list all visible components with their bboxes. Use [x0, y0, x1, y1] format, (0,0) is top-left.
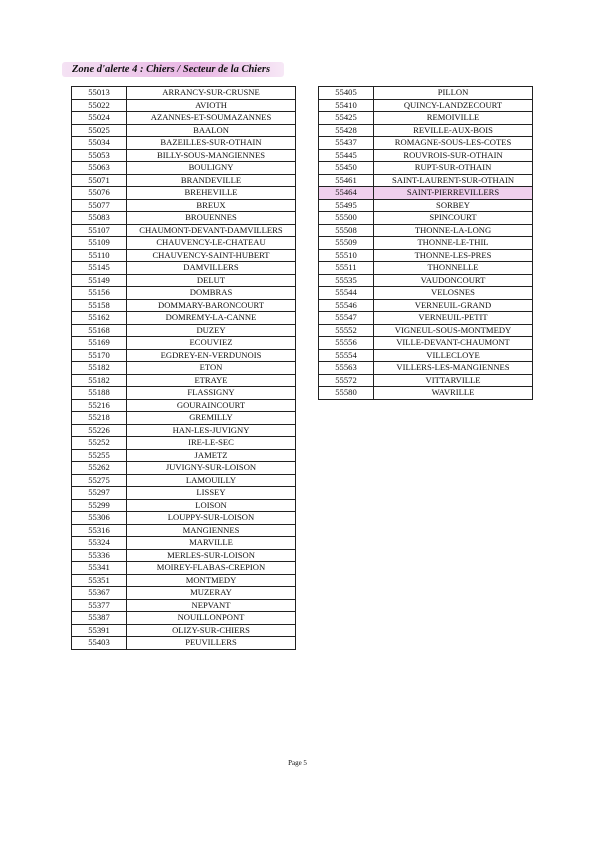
commune-name: MUZERAY — [127, 587, 296, 600]
commune-name: THONNELLE — [374, 262, 533, 275]
commune-code: 55461 — [319, 174, 374, 187]
table-row — [319, 349, 533, 362]
commune-code: 55076 — [72, 187, 127, 200]
commune-code: 55156 — [72, 287, 127, 300]
page-number: Page 5 — [288, 759, 307, 767]
commune-name: VILLERS-LES-MANGIENNES — [374, 362, 533, 375]
table-row — [72, 499, 296, 512]
commune-name: DAMVILLERS — [127, 262, 296, 275]
table-row — [319, 362, 533, 375]
table-row — [319, 337, 533, 350]
commune-code: 55218 — [72, 412, 127, 425]
commune-name: GOURAINCOURT — [127, 399, 296, 412]
table-row — [72, 412, 296, 425]
commune-name: MERLES-SUR-LOISON — [127, 549, 296, 562]
table-row — [72, 374, 296, 387]
commune-name: WAVRILLE — [374, 387, 533, 400]
table-row — [72, 299, 296, 312]
table-row — [319, 174, 533, 187]
commune-code: 55563 — [319, 362, 374, 375]
table-row — [72, 337, 296, 350]
commune-code: 55554 — [319, 349, 374, 362]
commune-name: DELUT — [127, 274, 296, 287]
commune-name: DUZEY — [127, 324, 296, 337]
commune-name: AVIOTH — [127, 99, 296, 112]
commune-name: SORBEY — [374, 199, 533, 212]
commune-code: 55297 — [72, 487, 127, 500]
commune-code: 55351 — [72, 574, 127, 587]
table-row — [319, 99, 533, 112]
table-row — [72, 324, 296, 337]
table-row — [72, 462, 296, 475]
commune-name: RUPT-SUR-OTHAIN — [374, 162, 533, 175]
commune-name: THONNE-LE-THIL — [374, 237, 533, 250]
commune-code: 55547 — [319, 312, 374, 325]
table-row — [72, 237, 296, 250]
commune-code: 55556 — [319, 337, 374, 350]
table-row — [72, 174, 296, 187]
commune-code: 55182 — [72, 374, 127, 387]
table-row — [319, 374, 533, 387]
commune-code: 55403 — [72, 637, 127, 650]
table-row — [72, 349, 296, 362]
commune-name: BREUX — [127, 199, 296, 212]
commune-name: SAINT-LAURENT-SUR-OTHAIN — [374, 174, 533, 187]
table-row — [319, 312, 533, 325]
commune-code: 55316 — [72, 524, 127, 537]
table-row — [72, 149, 296, 162]
table-row — [319, 287, 533, 300]
table-row — [72, 587, 296, 600]
table-row — [72, 637, 296, 650]
commune-name: VILLE-DEVANT-CHAUMONT — [374, 337, 533, 350]
commune-code: 55410 — [319, 99, 374, 112]
commune-name: LOISON — [127, 499, 296, 512]
commune-code: 55572 — [319, 374, 374, 387]
commune-name: ARRANCY-SUR-CRUSNE — [127, 87, 296, 100]
commune-name: NEPVANT — [127, 599, 296, 612]
commune-code: 55168 — [72, 324, 127, 337]
commune-code: 55149 — [72, 274, 127, 287]
table-row — [72, 524, 296, 537]
commune-code: 55025 — [72, 124, 127, 137]
table-row — [319, 112, 533, 125]
commune-name: CHAUMONT-DEVANT-DAMVILLERS — [127, 224, 296, 237]
commune-name: LAMOUILLY — [127, 474, 296, 487]
commune-code: 55275 — [72, 474, 127, 487]
commune-name: IRE-LE-SEC — [127, 437, 296, 450]
table-row — [72, 212, 296, 225]
commune-name: SAINT-PIERREVILLERS — [374, 187, 533, 200]
commune-name: MANGIENNES — [127, 524, 296, 537]
commune-name: GREMILLY — [127, 412, 296, 425]
table-row — [319, 299, 533, 312]
table-row — [72, 187, 296, 200]
table-row — [72, 399, 296, 412]
commune-code: 55464 — [319, 187, 374, 200]
table-row — [72, 199, 296, 212]
commune-name: PILLON — [374, 87, 533, 100]
commune-name: BREHEVILLE — [127, 187, 296, 200]
commune-name: ETRAYE — [127, 374, 296, 387]
table-row — [319, 124, 533, 137]
table-row — [319, 162, 533, 175]
commune-code: 55495 — [319, 199, 374, 212]
table-row — [319, 149, 533, 162]
commune-code: 55445 — [319, 149, 374, 162]
commune-code: 55226 — [72, 424, 127, 437]
commune-name: ECOUVIEZ — [127, 337, 296, 350]
table-row — [72, 137, 296, 150]
commune-name: HAN-LES-JUVIGNY — [127, 424, 296, 437]
table-row — [319, 87, 533, 100]
table-row — [72, 387, 296, 400]
commune-code: 55109 — [72, 237, 127, 250]
commune-name: VERNEUIL-GRAND — [374, 299, 533, 312]
commune-name: BAZEILLES-SUR-OTHAIN — [127, 137, 296, 150]
commune-code: 55110 — [72, 249, 127, 262]
commune-name: EGDREY-EN-VERDUNOIS — [127, 349, 296, 362]
commune-code: 55299 — [72, 499, 127, 512]
commune-code: 55510 — [319, 249, 374, 262]
commune-name: VITTARVILLE — [374, 374, 533, 387]
commune-name: AZANNES-ET-SOUMAZANNES — [127, 112, 296, 125]
commune-code: 55107 — [72, 224, 127, 237]
table-row — [319, 212, 533, 225]
table-row — [72, 112, 296, 125]
commune-code: 55169 — [72, 337, 127, 350]
commune-name: VERNEUIL-PETIT — [374, 312, 533, 325]
commune-name: CHAUVENCY-SAINT-HUBERT — [127, 249, 296, 262]
table-row — [72, 612, 296, 625]
table-row — [319, 187, 533, 200]
commune-code: 55083 — [72, 212, 127, 225]
commune-code: 55077 — [72, 199, 127, 212]
commune-code: 55182 — [72, 362, 127, 375]
table-row — [72, 362, 296, 375]
table-row — [72, 449, 296, 462]
commune-name: ETON — [127, 362, 296, 375]
table-row — [72, 537, 296, 550]
commune-code: 55428 — [319, 124, 374, 137]
commune-code: 55500 — [319, 212, 374, 225]
commune-code: 55391 — [72, 624, 127, 637]
commune-name: LISSEY — [127, 487, 296, 500]
commune-name: BAALON — [127, 124, 296, 137]
commune-code: 55162 — [72, 312, 127, 325]
commune-code: 55377 — [72, 599, 127, 612]
table-row — [319, 237, 533, 250]
commune-code: 55508 — [319, 224, 374, 237]
commune-code: 55450 — [319, 162, 374, 175]
communes-table-left — [71, 86, 296, 650]
table-row — [72, 87, 296, 100]
table-row — [72, 512, 296, 525]
commune-code: 55188 — [72, 387, 127, 400]
table-row — [72, 487, 296, 500]
table-row — [72, 287, 296, 300]
commune-code: 55341 — [72, 562, 127, 575]
table-row — [72, 599, 296, 612]
table-row — [319, 249, 533, 262]
commune-name: FLASSIGNY — [127, 387, 296, 400]
commune-name: PEUVILLERS — [127, 637, 296, 650]
commune-name: DOMBRAS — [127, 287, 296, 300]
commune-code: 55509 — [319, 237, 374, 250]
commune-name: QUINCY-LANDZECOURT — [374, 99, 533, 112]
commune-code: 55255 — [72, 449, 127, 462]
commune-name: VILLECLOYE — [374, 349, 533, 362]
table-row — [72, 437, 296, 450]
commune-code: 55405 — [319, 87, 374, 100]
table-row — [72, 224, 296, 237]
commune-code: 55535 — [319, 274, 374, 287]
table-row — [72, 274, 296, 287]
commune-code: 55546 — [319, 299, 374, 312]
table-row — [72, 562, 296, 575]
table-row — [319, 224, 533, 237]
table-row — [319, 387, 533, 400]
zone-title: Zone d'alerte 4 : Chiers / Secteur de la Chiers — [62, 62, 284, 77]
table-row — [72, 574, 296, 587]
commune-code: 55306 — [72, 512, 127, 525]
table-row — [319, 262, 533, 275]
commune-name: OLIZY-SUR-CHIERS — [127, 624, 296, 637]
commune-name: BROUENNES — [127, 212, 296, 225]
commune-name: LOUPPY-SUR-LOISON — [127, 512, 296, 525]
table-row — [72, 124, 296, 137]
table-row — [72, 162, 296, 175]
table-row — [319, 137, 533, 150]
table-row — [72, 312, 296, 325]
commune-name: BILLY-SOUS-MANGIENNES — [127, 149, 296, 162]
commune-code: 55053 — [72, 149, 127, 162]
commune-name: VELOSNES — [374, 287, 533, 300]
commune-name: JUVIGNY-SUR-LOISON — [127, 462, 296, 475]
commune-code: 55387 — [72, 612, 127, 625]
table-row — [72, 249, 296, 262]
commune-name: VAUDONCOURT — [374, 274, 533, 287]
commune-code: 55063 — [72, 162, 127, 175]
commune-code: 55336 — [72, 549, 127, 562]
commune-name: SPINCOURT — [374, 212, 533, 225]
commune-name: THONNE-LES-PRES — [374, 249, 533, 262]
table-row — [319, 199, 533, 212]
commune-name: CHAUVENCY-LE-CHATEAU — [127, 237, 296, 250]
commune-name: JAMETZ — [127, 449, 296, 462]
commune-code: 55071 — [72, 174, 127, 187]
commune-name: REVILLE-AUX-BOIS — [374, 124, 533, 137]
table-row — [72, 474, 296, 487]
commune-name: MONTMEDY — [127, 574, 296, 587]
commune-code: 55024 — [72, 112, 127, 125]
table-row — [72, 424, 296, 437]
commune-code: 55425 — [319, 112, 374, 125]
commune-code: 55034 — [72, 137, 127, 150]
commune-name: BOULIGNY — [127, 162, 296, 175]
communes-table-right — [318, 86, 533, 400]
commune-code: 55252 — [72, 437, 127, 450]
table-row — [72, 262, 296, 275]
commune-name: DOMREMY-LA-CANNE — [127, 312, 296, 325]
table-row — [72, 549, 296, 562]
commune-name: NOUILLONPONT — [127, 612, 296, 625]
commune-name: ROMAGNE-SOUS-LES-COTES — [374, 137, 533, 150]
table-row — [319, 324, 533, 337]
commune-code: 55437 — [319, 137, 374, 150]
commune-code: 55216 — [72, 399, 127, 412]
commune-code: 55544 — [319, 287, 374, 300]
commune-name: VIGNEUL-SOUS-MONTMEDY — [374, 324, 533, 337]
table-row — [72, 624, 296, 637]
commune-code: 55511 — [319, 262, 374, 275]
table-row — [72, 99, 296, 112]
commune-code: 55552 — [319, 324, 374, 337]
commune-name: BRANDEVILLE — [127, 174, 296, 187]
table-row — [319, 274, 533, 287]
commune-code: 55158 — [72, 299, 127, 312]
commune-name: ROUVROIS-SUR-OTHAIN — [374, 149, 533, 162]
commune-code: 55580 — [319, 387, 374, 400]
commune-name: MARVILLE — [127, 537, 296, 550]
commune-code: 55262 — [72, 462, 127, 475]
commune-code: 55367 — [72, 587, 127, 600]
commune-name: THONNE-LA-LONG — [374, 224, 533, 237]
commune-code: 55013 — [72, 87, 127, 100]
commune-code: 55145 — [72, 262, 127, 275]
commune-name: REMOIVILLE — [374, 112, 533, 125]
commune-code: 55170 — [72, 349, 127, 362]
commune-code: 55022 — [72, 99, 127, 112]
commune-name: MOIREY-FLABAS-CREPION — [127, 562, 296, 575]
commune-name: DOMMARY-BARONCOURT — [127, 299, 296, 312]
commune-code: 55324 — [72, 537, 127, 550]
